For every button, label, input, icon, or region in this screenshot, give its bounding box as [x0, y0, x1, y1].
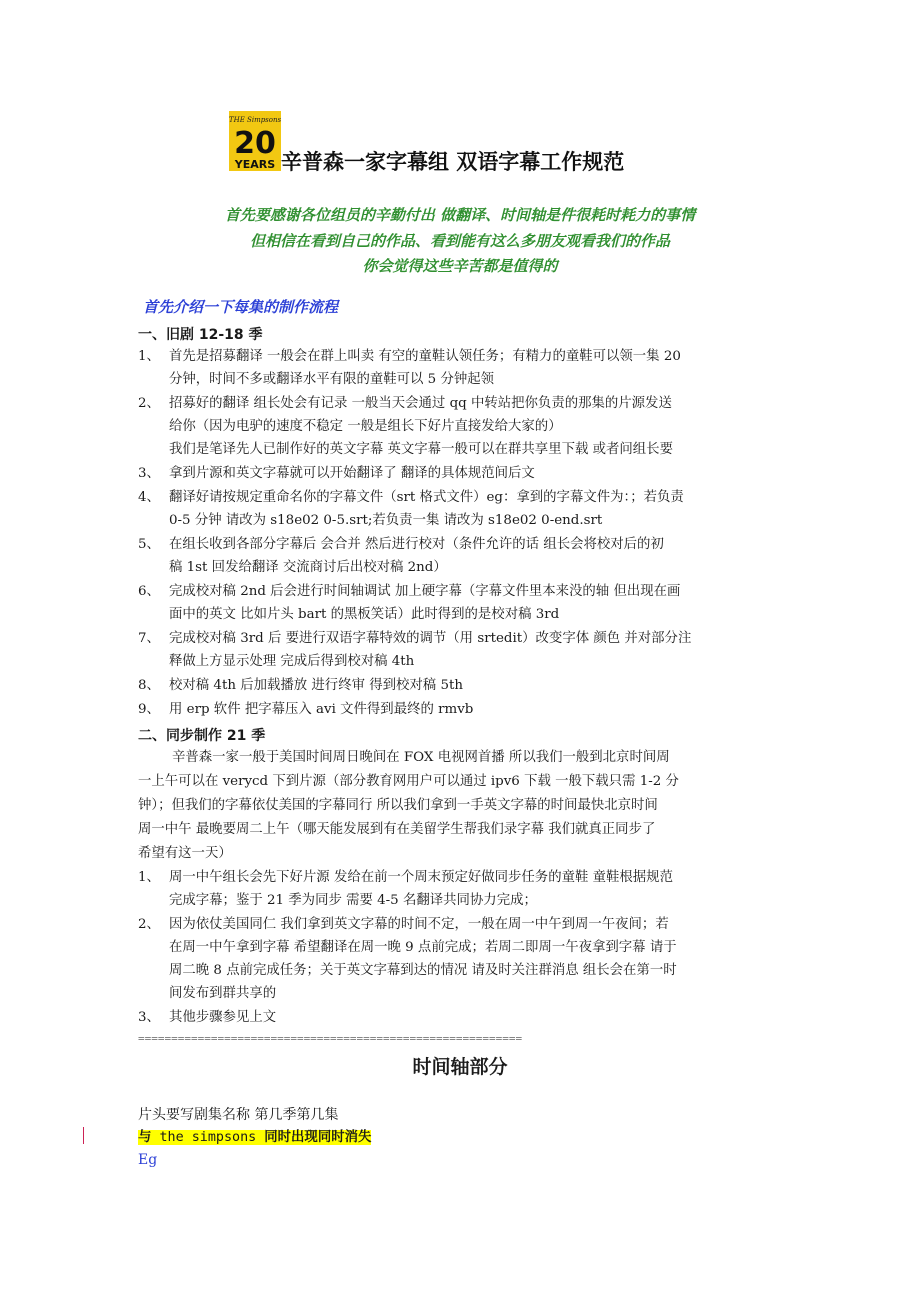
- intro-line-1: 首先要感谢各位组员的辛勤付出 做翻译、时间轴是件很耗时耗力的事情: [224, 206, 696, 224]
- list-item-line: 其他步骤参见上文: [169, 1010, 277, 1025]
- list-item-line: 周二晚 8 点前完成任务；关于英文字幕到达的情况 请及时关注群消息 组长会在第一时: [169, 963, 677, 978]
- list-item-line: 用 erp 软件 把字幕压入 avi 文件得到最终的 rmvb: [169, 702, 474, 717]
- highlight-suffix: 同时出现同时消失: [264, 1130, 372, 1145]
- list-number: 9、: [138, 702, 160, 717]
- list-item-line: 翻译好请按规定重命名你的字幕文件（srt 格式文件）eg：拿到的字幕文件为：；若负责: [169, 490, 684, 505]
- list-item-line: 完成字幕；鉴于 21 季为同步 需要 4-5 名翻译共同协力完成；: [169, 893, 537, 908]
- highlight-show-name: the simpsons: [151, 1130, 265, 1145]
- example-label: Eg: [138, 1152, 158, 1168]
- intro-line-3: 你会觉得这些辛苦都是值得的: [362, 257, 558, 275]
- paragraph-line: 希望有这一天）: [138, 846, 232, 861]
- intro-line-2: 但相信在看到自己的作品、看到能有这么多朋友观看我们的作品: [249, 232, 670, 250]
- paragraph-line: 辛普森一家一般于美国时间周日晚间在 FOX 电视网首播 所以我们一般到北京时间周: [172, 750, 670, 765]
- logo-number-text: 20: [234, 126, 276, 161]
- list-number: 3、: [138, 466, 160, 481]
- simpsons-20-years-logo: [229, 111, 281, 171]
- list-item-line: 我们是笔译先人已制作好的英文字幕 英文字幕一般可以在群共享里下载 或者问组长要: [169, 442, 673, 457]
- list-item-line: 完成校对稿 2nd 后会进行时间轴调试 加上硬字幕（字幕文件里本来没的轴 但出现在画: [169, 584, 681, 599]
- document-title: 辛普森一家字幕组 双语字幕工作规范: [281, 150, 625, 174]
- list-number: 1、: [138, 870, 160, 885]
- list-item-line: 校对稿 4th 后加载播放 进行终审 得到校对稿 5th: [169, 678, 463, 693]
- list-item-line: 面中的英文 比如片头 bart 的黑板笑话）此时得到的是校对稿 3rd: [169, 607, 560, 622]
- list-number: 4、: [138, 490, 160, 505]
- list-item-line: 给你（因为电驴的速度不稳定 一般是组长下好片直接发给大家的）: [169, 419, 562, 434]
- list-item-line: 周一中午组长会先下好片源 发给在前一个周末预定好做同步任务的童鞋 童鞋根据规范: [169, 870, 673, 885]
- list-item-line: 在组长收到各部分字幕后 会合并 然后进行校对（条件允许的话 组长会将校对后的初: [169, 537, 664, 552]
- list-item-line: 0-5 分钟 请改为 s18e02 0-5.srt;若负责一集 请改为 s18e02 0-end.srt: [169, 513, 603, 528]
- paragraph-line: 钟）；但我们的字幕依仗美国的字幕同行 所以我们拿到一手英文字幕的时间最快北京时间: [138, 798, 658, 813]
- list-number: 3、: [138, 1010, 160, 1025]
- list-item-line: 招募好的翻译 组长处会有记录 一般当天会通过 qq 中转站把你负责的那集的片源发送: [169, 396, 672, 411]
- process-heading: 首先介绍一下每集的制作流程: [143, 298, 339, 316]
- paragraph-line: 一上午可以在 verycd 下到片源（部分教育网用户可以通过 ipv6 下载 一般下载只需 1-2 分: [138, 774, 679, 789]
- list-item-line: 首先是招募翻译 一般会在群上叫卖 有空的童鞋认领任务；有精力的童鞋可以领一集 20: [169, 349, 681, 364]
- text-cursor: [83, 1127, 84, 1144]
- logo-bottom-text: YEARS: [234, 158, 276, 171]
- timeline-instruction: 片头要写剧集名称 第几季第几集: [138, 1107, 339, 1123]
- timeline-section-title: 时间轴部分: [412, 1056, 508, 1078]
- logo-top-text: THE Simpsons: [229, 116, 281, 124]
- list-item-line: 因为依仗美国同仁 我们拿到英文字幕的时间不定，一般在周一中午到周一午夜间；若: [169, 917, 669, 932]
- section1-heading: 一、旧剧 12-18 季: [138, 327, 263, 343]
- list-item-line: 分钟，时间不多或翻译水平有限的童鞋可以 5 分钟起领: [169, 372, 495, 387]
- list-number: 1、: [138, 349, 160, 364]
- list-item-line: 间发布到群共享的: [169, 986, 277, 1001]
- separator-line: ==========================================================: [138, 1032, 523, 1045]
- list-number: 6、: [138, 584, 160, 599]
- highlight-prefix: 与: [138, 1130, 152, 1145]
- list-item-line: 拿到片源和英文字幕就可以开始翻译了 翻译的具体规范间后文: [169, 466, 535, 481]
- list-number: 5、: [138, 537, 160, 552]
- list-item-line: 完成校对稿 3rd 后 要进行双语字幕特效的调节（用 srtedit）改变字体 颜色 并对部分注: [169, 631, 692, 646]
- list-number: 7、: [138, 631, 160, 646]
- paragraph-line: 周一中午 最晚要周二上午（哪天能发展到有在美留学生帮我们录字幕 我们就真正同步了: [138, 822, 656, 837]
- list-item-line: 释做上方显示处理 完成后得到校对稿 4th: [169, 654, 415, 669]
- list-item-line: 在周一中午拿到字幕 希望翻译在周一晚 9 点前完成；若周二即周一午夜拿到字幕 请于: [169, 940, 677, 955]
- list-number: 2、: [138, 917, 160, 932]
- list-number: 2、: [138, 396, 160, 411]
- list-number: 8、: [138, 678, 160, 693]
- section2-heading: 二、同步制作 21 季: [138, 728, 266, 744]
- list-item-line: 稿 1st 回发给翻译 交流商讨后出校对稿 2nd）: [169, 560, 447, 575]
- highlighted-instruction: [138, 1128, 371, 1148]
